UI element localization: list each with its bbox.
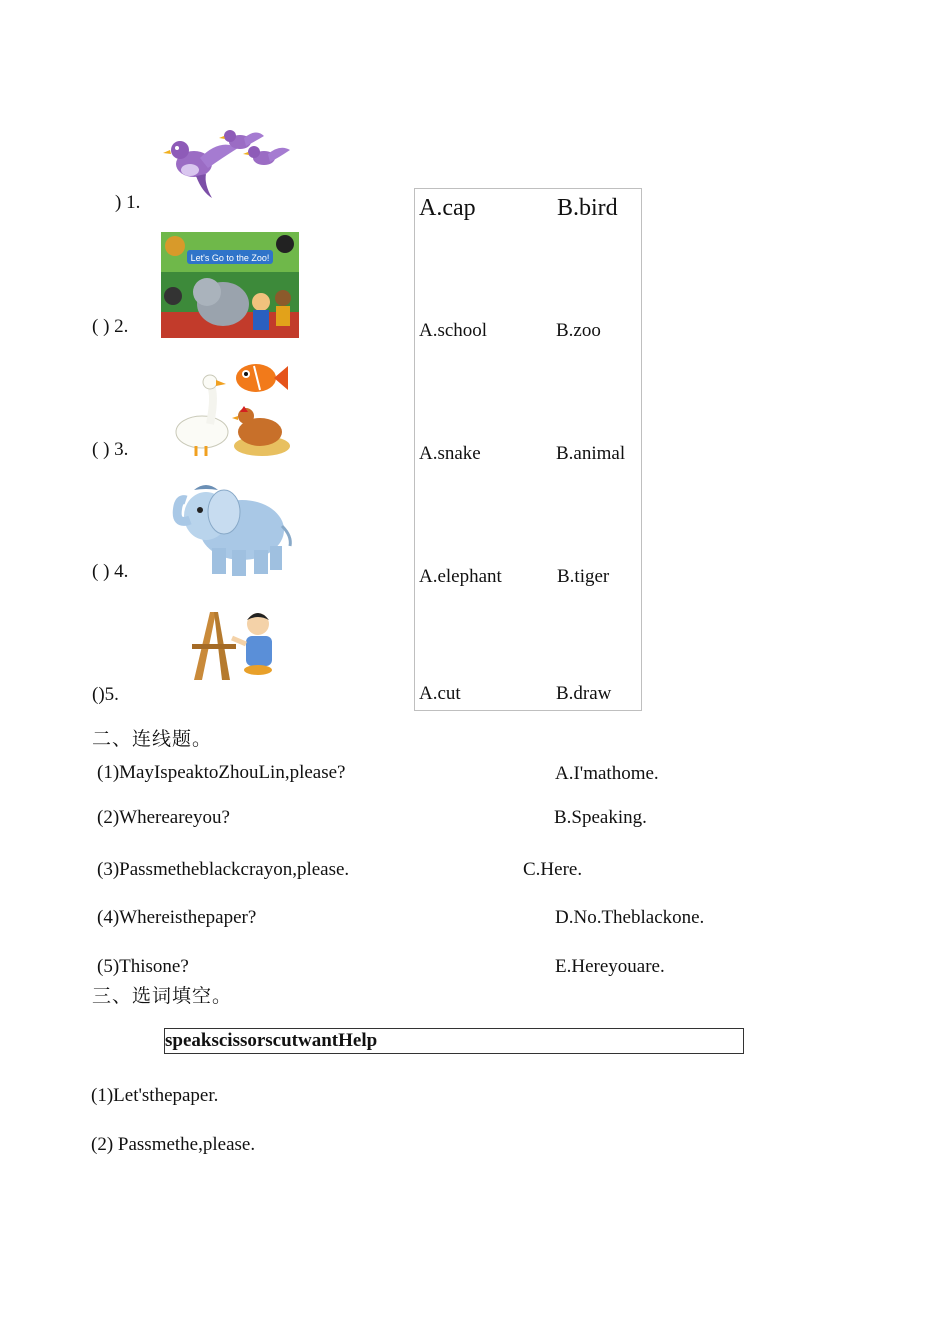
option-4a: A.elephant — [419, 566, 502, 587]
section-2-heading: 二、连线题。 — [92, 728, 213, 750]
option-5a: A.cut — [419, 683, 461, 704]
boy-drawing-picture — [188, 604, 282, 684]
match-right-a: A.I'mathome. — [555, 763, 659, 784]
match-left-1: (1)MayIspeaktoZhouLin,please? — [97, 762, 346, 783]
match-left-3: (3)Passmetheblackcrayon,please. — [97, 859, 350, 880]
match-right-e: E.Hereyouare. — [555, 956, 665, 977]
fill-sentence-2: (2) Passmethe,please. — [91, 1134, 256, 1155]
hen-icon — [232, 406, 290, 456]
match-right-c: C.Here. — [523, 859, 583, 880]
match-left-4: (4)Whereisthepaper? — [97, 907, 257, 928]
option-3b: B.animal — [556, 443, 626, 464]
match-right-b: B.Speaking. — [554, 807, 647, 828]
option-5b: B.draw — [556, 683, 612, 704]
palette-icon — [244, 665, 272, 675]
match-left-2: (2)Whereareyou? — [97, 807, 230, 828]
section-3-heading: 三、选词填空。 — [92, 985, 233, 1007]
match-right-d: D.No.Theblackone. — [555, 907, 705, 928]
question-2-label: ( ) 2. — [92, 316, 129, 337]
word-bank-box — [164, 1028, 744, 1054]
zoo-poster-picture — [161, 232, 299, 338]
lion-icon — [165, 236, 185, 256]
option-1a: A.cap — [419, 195, 476, 221]
fish-icon — [236, 364, 288, 392]
question-1-label: ) 1. — [115, 192, 141, 213]
option-2b: B.zoo — [556, 320, 601, 341]
bird-icon — [163, 141, 238, 198]
easel-icon — [192, 612, 236, 680]
option-3a: A.snake — [419, 443, 481, 464]
goose-fish-hen-picture — [170, 354, 294, 464]
goose-icon — [176, 375, 228, 456]
bird-icon — [243, 146, 290, 165]
poster-title: Let's Go to the Zoo! — [190, 253, 270, 263]
question-5-label: ()5. — [92, 684, 119, 705]
elephant-picture — [166, 476, 296, 582]
child-icon — [252, 293, 270, 311]
option-4b: B.tiger — [557, 566, 610, 587]
question-4-label: ( ) 4. — [92, 561, 129, 582]
animal-icon — [164, 287, 182, 305]
child-icon — [275, 290, 291, 306]
fill-sentence-1: (1)Let'sthepaper. — [91, 1085, 219, 1106]
panda-icon — [276, 235, 294, 253]
boy-icon — [232, 613, 272, 675]
option-1b: B.bird — [557, 195, 618, 221]
match-left-5: (5)Thisone? — [97, 956, 189, 977]
option-2a: A.school — [419, 320, 488, 341]
word-bank: speakscissorscutwantHelp — [165, 1030, 378, 1051]
purple-birds-picture — [160, 128, 296, 210]
elephant-icon — [177, 485, 290, 576]
question-3-label: ( ) 3. — [92, 439, 129, 460]
